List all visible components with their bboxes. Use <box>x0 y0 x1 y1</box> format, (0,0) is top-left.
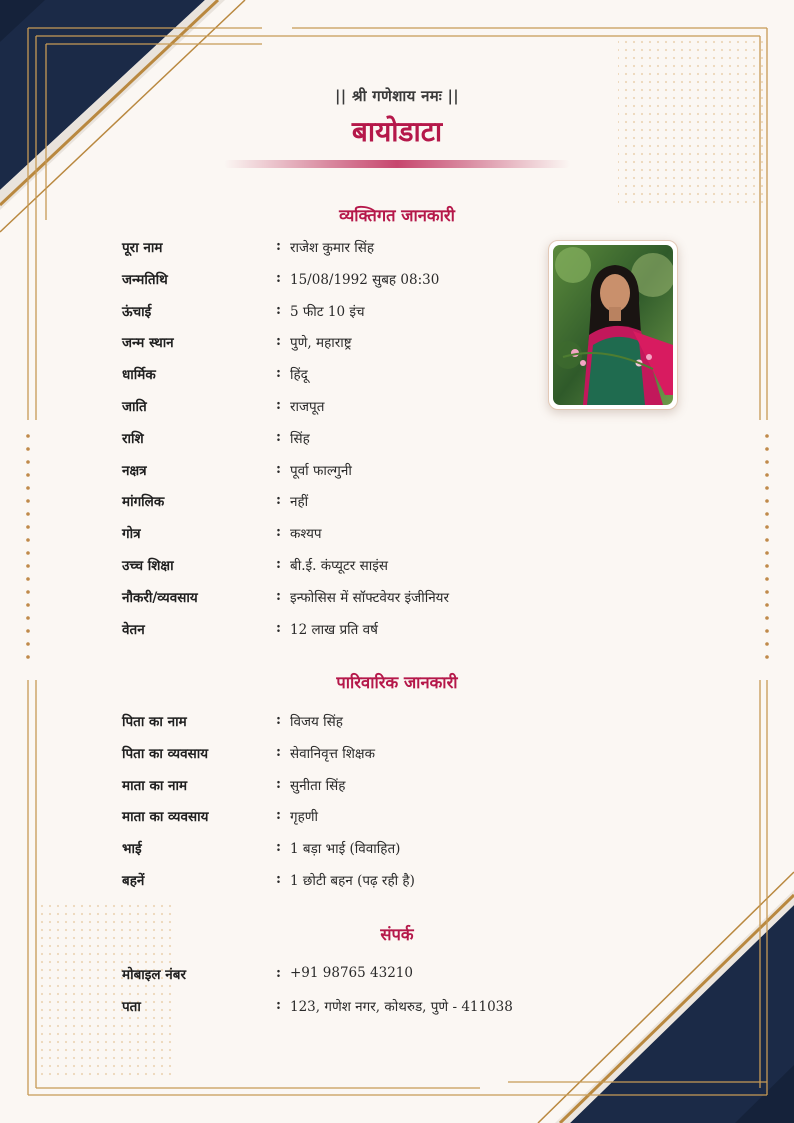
field-label: जन्म स्थान <box>122 335 174 352</box>
field-label: धार्मिक <box>122 367 156 384</box>
field-separator: : <box>276 997 281 1013</box>
field-separator: : <box>276 333 281 350</box>
field-value: पुणे, महाराष्ट्र <box>290 335 352 352</box>
personal-row <box>122 588 542 610</box>
profile-photo <box>548 240 678 410</box>
personal-row <box>122 365 542 387</box>
field-separator: : <box>276 556 281 572</box>
field-label: माता का नाम <box>122 777 188 794</box>
field-separator: : <box>276 619 281 636</box>
field-value: सुनीता सिंह <box>290 777 346 794</box>
personal-row <box>122 556 542 578</box>
field-separator: : <box>276 397 281 413</box>
family-row <box>122 744 542 766</box>
field-label: वेतन <box>122 621 145 638</box>
personal-row <box>122 492 542 514</box>
personal-row <box>122 397 542 419</box>
contact-row <box>122 997 542 1019</box>
family-row <box>122 712 542 734</box>
field-separator: : <box>276 965 281 981</box>
field-value: नहीं <box>290 494 309 511</box>
field-label: गोत्र <box>122 526 141 543</box>
field-label: माता का व्यवसाय <box>122 809 209 826</box>
personal-row <box>122 461 542 483</box>
field-separator: : <box>276 743 281 760</box>
field-value: हिंदू <box>290 367 308 384</box>
page-title: बायोडाटा <box>351 115 443 148</box>
field-value: पूर्वा फाल्गुनी <box>290 462 352 479</box>
invocation-text: || श्री गणेशाय नमः || <box>334 87 460 105</box>
family-row <box>122 839 542 861</box>
personal-row <box>122 524 542 546</box>
field-separator: : <box>276 524 281 541</box>
field-value: 12 लाख प्रति वर्ष <box>290 621 378 638</box>
field-value: 1 छोटी बहन (पढ़ रही है) <box>290 873 415 889</box>
field-separator: : <box>276 269 281 286</box>
field-label: ऊंचाई <box>122 303 152 320</box>
field-label: जाति <box>122 399 147 415</box>
personal-row <box>122 302 542 324</box>
title-underline <box>224 160 570 168</box>
field-separator: : <box>276 365 281 382</box>
personal-row <box>122 270 542 292</box>
field-separator: : <box>276 807 281 824</box>
family-row <box>122 807 542 829</box>
field-value: सेवानिवृत्त शिक्षक <box>290 745 375 762</box>
field-value: 15/08/1992 सुबह 08:30 <box>290 271 440 288</box>
field-separator: : <box>276 492 281 509</box>
field-value: राजेश कुमार सिंह <box>290 240 375 256</box>
field-label: पता <box>122 999 141 1015</box>
field-value: सिंह <box>290 430 310 447</box>
field-label: पिता का व्यवसाय <box>122 745 209 762</box>
field-separator: : <box>276 587 281 604</box>
field-value: राजपूत <box>290 399 325 415</box>
contact-row <box>122 965 542 987</box>
field-label: भाई <box>122 841 142 858</box>
field-value: कश्यप <box>290 526 322 543</box>
field-value: बी.ई. कंप्यूटर साइंस <box>290 558 388 574</box>
field-label: पिता का नाम <box>122 714 187 730</box>
section-title-personal: व्यक्तिगत जानकारी <box>339 206 455 225</box>
field-label: राशि <box>122 430 144 447</box>
personal-row <box>122 429 542 451</box>
field-label: नौकरी/व्यवसाय <box>122 589 198 606</box>
field-value: +91 98765 43210 <box>290 965 413 981</box>
field-value: 123, गणेश नगर, कोथरुड, पुणे - 411038 <box>290 999 513 1015</box>
personal-row <box>122 238 542 260</box>
photo-illustration <box>553 245 673 405</box>
field-separator: : <box>276 775 281 792</box>
field-label: जन्मतिथि <box>122 271 168 288</box>
family-row <box>122 776 542 798</box>
field-value: इन्फोसिस में सॉफ्टवेयर इंजीनियर <box>290 589 450 606</box>
field-value: गृहणी <box>290 809 319 826</box>
field-label: नक्षत्र <box>122 462 147 479</box>
field-separator: : <box>276 301 281 318</box>
field-label: पूरा नाम <box>122 240 163 256</box>
field-separator: : <box>276 871 281 887</box>
field-label: मांगलिक <box>122 494 165 511</box>
field-separator: : <box>276 712 281 728</box>
section-title-contact: संपर्क <box>380 925 414 944</box>
field-separator: : <box>276 839 281 856</box>
field-label: बहनें <box>122 873 145 889</box>
field-label: मोबाइल नंबर <box>122 967 186 983</box>
field-value: विजय सिंह <box>290 714 343 730</box>
field-separator: : <box>276 460 281 477</box>
section-title-family: पारिवारिक जानकारी <box>336 673 458 692</box>
family-row <box>122 871 542 893</box>
document-header <box>0 86 794 150</box>
personal-row <box>122 620 542 642</box>
field-value: 1 बड़ा भाई (विवाहित) <box>290 841 401 858</box>
field-value: 5 फीट 10 इंच <box>290 303 365 320</box>
field-label: उच्च शिक्षा <box>122 558 174 574</box>
personal-row <box>122 333 542 355</box>
field-separator: : <box>276 428 281 445</box>
field-separator: : <box>276 238 281 254</box>
